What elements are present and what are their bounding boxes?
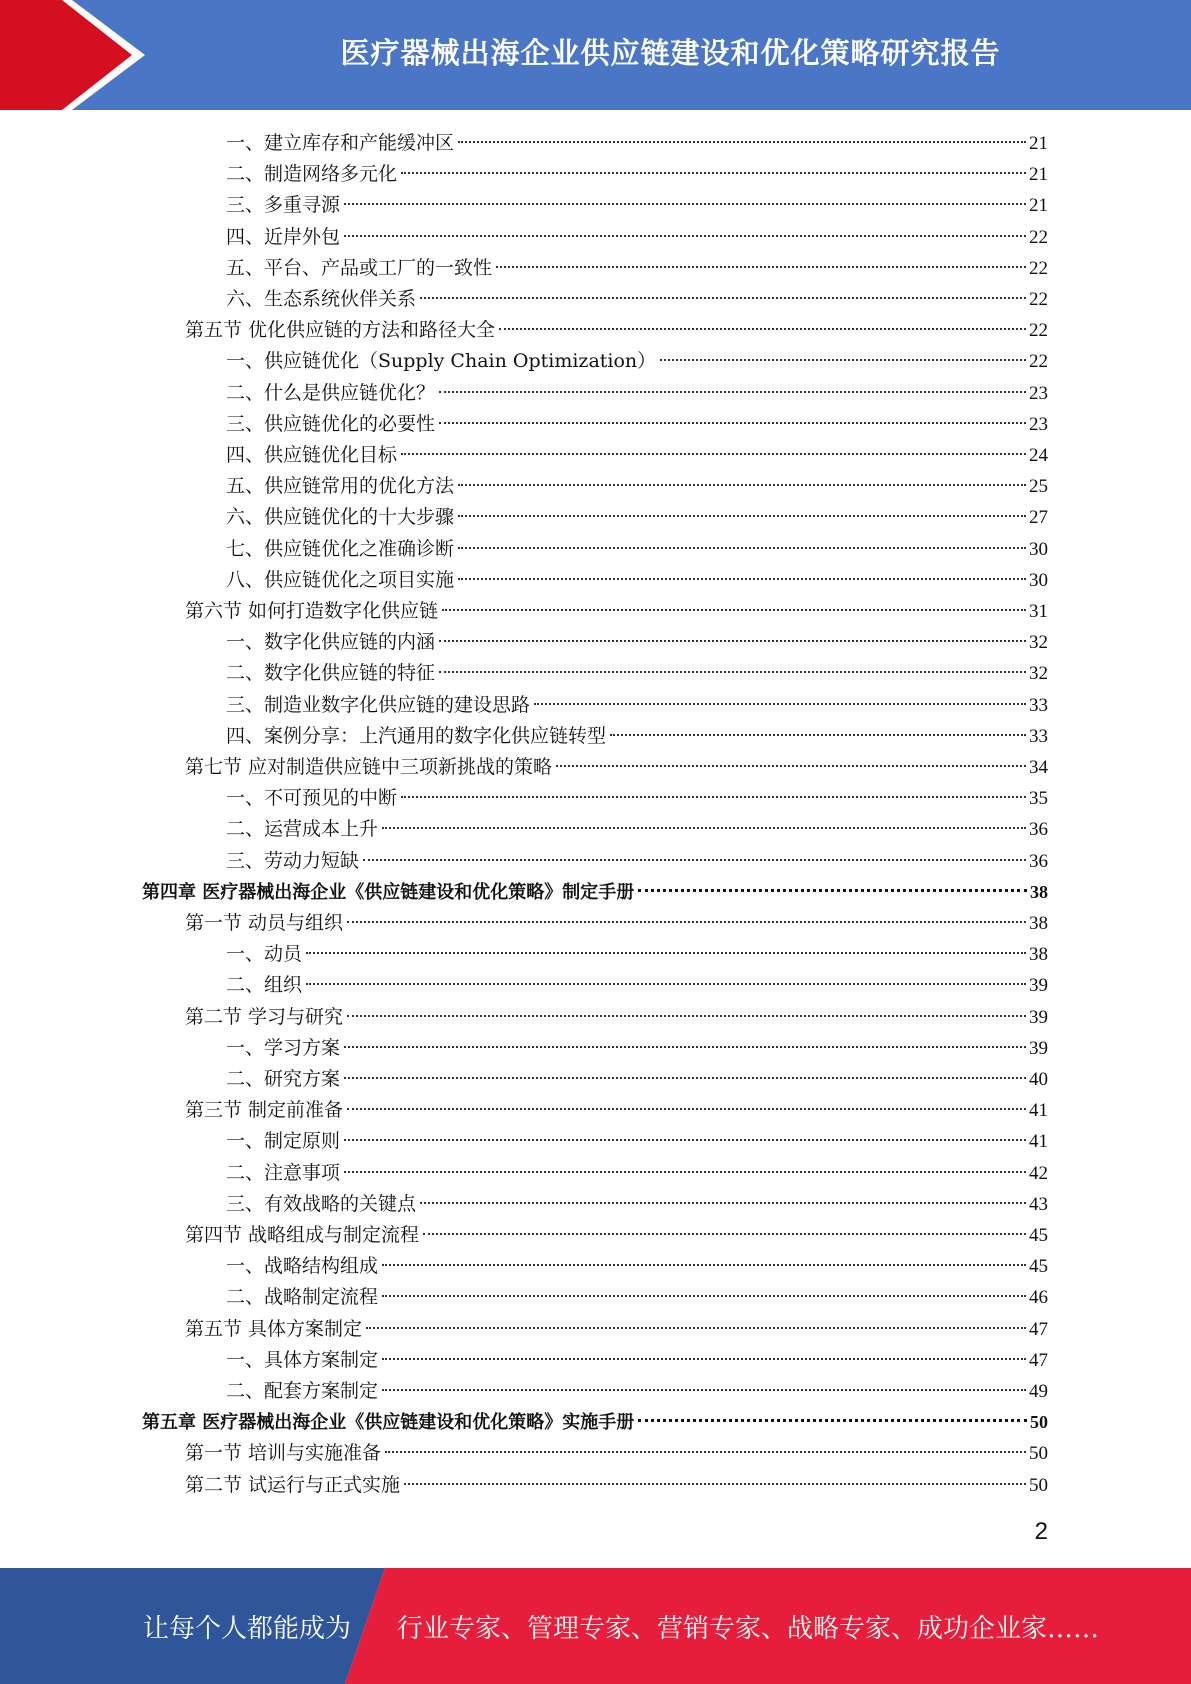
toc-entry-page: 41	[1029, 1131, 1048, 1153]
toc-entry-page: 45	[1029, 1225, 1048, 1246]
toc-entry-title: 二、运营成本上升	[226, 818, 379, 841]
toc-entry-page: 24	[1029, 445, 1048, 466]
toc-entry[interactable]	[226, 1376, 1048, 1406]
toc-entry-page: 34	[1029, 757, 1048, 778]
toc-entry[interactable]	[226, 846, 1048, 876]
toc-entry[interactable]	[142, 877, 1048, 907]
toc-entry-page: 23	[1029, 382, 1048, 404]
toc-dot-leader	[610, 733, 1026, 736]
toc-dot-leader	[439, 390, 1026, 393]
toc-dot-leader	[306, 982, 1026, 985]
toc-entry-title: 三、制造业数字化供应链的建设思路	[226, 693, 531, 716]
toc-entry-title: 三、有效战略的关键点	[226, 1192, 417, 1215]
toc-entry[interactable]	[185, 1095, 1048, 1125]
toc-dot-leader	[347, 1014, 1026, 1017]
toc-entry[interactable]	[226, 534, 1048, 564]
toc-entry-title: 第五章 医疗器械出海企业《供应链建设和优化策略》实施手册	[142, 1412, 635, 1434]
toc-entry-page: 33	[1029, 694, 1048, 716]
toc-entry-title: 六、生态系统伙伴关系	[226, 288, 417, 310]
toc-dot-leader	[382, 1388, 1026, 1391]
toc-dot-leader	[458, 577, 1026, 580]
toc-entry[interactable]	[226, 502, 1048, 532]
toc-entry-title: 一、学习方案	[226, 1036, 341, 1059]
toc-entry-page: 23	[1029, 413, 1048, 435]
toc-dot-leader	[458, 140, 1026, 143]
toc-entry-page: 22	[1029, 320, 1048, 342]
toc-entry-title: 第七节 应对制造供应链中三项新挑战的策略	[185, 756, 553, 778]
toc-entry[interactable]	[226, 1158, 1048, 1188]
toc-dot-leader	[439, 670, 1026, 673]
toc-entry-title: 二、配套方案制定	[226, 1380, 379, 1402]
toc-entry-page: 35	[1029, 788, 1048, 810]
toc-dot-leader	[401, 171, 1026, 174]
toc-dot-leader	[458, 514, 1026, 517]
toc-dot-leader	[347, 1107, 1026, 1110]
toc-entry-title: 一、动员	[226, 943, 303, 966]
toc-entry[interactable]	[226, 284, 1048, 314]
toc-dot-leader	[401, 795, 1026, 798]
toc-entry-page: 40	[1029, 1069, 1048, 1090]
toc-dot-leader	[404, 1482, 1026, 1485]
toc-dot-leader	[638, 888, 1027, 892]
toc-entry[interactable]	[226, 440, 1048, 470]
toc-dot-leader	[439, 421, 1026, 424]
toc-entry-page: 21	[1029, 164, 1048, 186]
toc-entry-page: 50	[1030, 1412, 1048, 1433]
toc-dot-leader	[420, 296, 1026, 299]
toc-entry-page: 25	[1029, 476, 1048, 498]
toc-entry-page: 38	[1030, 881, 1048, 902]
toc-entry[interactable]	[226, 1345, 1048, 1375]
toc-dot-leader	[344, 1045, 1026, 1048]
toc-entry-page: 27	[1029, 507, 1048, 529]
toc-dot-leader	[382, 826, 1026, 829]
toc-entry-title: 二、注意事项	[226, 1161, 341, 1184]
toc-dot-leader	[382, 1294, 1026, 1297]
toc-entry-title: 第四章 医疗器械出海企业《供应链建设和优化策略》制定手册	[142, 881, 635, 903]
toc-dot-leader	[306, 951, 1026, 954]
toc-entry-page: 42	[1029, 1162, 1048, 1184]
toc-entry-page: 50	[1029, 1474, 1048, 1496]
toc-entry-page: 46	[1029, 1287, 1048, 1309]
toc-dot-leader	[382, 1357, 1026, 1360]
toc-entry-page: 38	[1029, 944, 1048, 966]
toc-entry-page: 43	[1029, 1193, 1048, 1215]
toc-entry[interactable]	[185, 1220, 1048, 1250]
toc-dot-leader	[347, 920, 1026, 923]
document-title: 医疗器械出海企业供应链建设和优化策略研究报告	[340, 36, 1001, 70]
toc-entry-title: 三、多重寻源	[226, 194, 341, 217]
toc-entry[interactable]	[226, 1064, 1048, 1094]
toc-dot-leader	[458, 546, 1026, 549]
toc-entry[interactable]	[226, 159, 1048, 189]
toc-entry-title: 七、供应链优化之准确诊断	[226, 537, 455, 560]
toc-dot-leader	[382, 1263, 1026, 1266]
toc-dot-leader	[442, 608, 1026, 611]
toc-entry-title: 一、数字化供应链的内涵	[226, 631, 436, 654]
toc-entry-title: 八、供应链优化之项目实施	[226, 568, 455, 591]
toc-entry-title: 四、近岸外包	[226, 225, 341, 248]
toc-entry-title: 一、战略结构组成	[226, 1255, 379, 1278]
toc-entry[interactable]	[226, 690, 1048, 720]
toc-entry[interactable]	[185, 596, 1048, 626]
toc-entry-page: 41	[1029, 1100, 1048, 1122]
toc-dot-leader	[344, 1170, 1026, 1173]
toc-entry-title: 二、战略制定流程	[226, 1286, 379, 1309]
toc-entry-page: 21	[1029, 195, 1048, 217]
toc-dot-leader	[496, 265, 1026, 268]
toc-dot-leader	[344, 1138, 1026, 1141]
toc-entry[interactable]	[226, 1282, 1048, 1312]
toc-entry-title: 五、平台、产品或工厂的一致性	[226, 256, 493, 279]
toc-entry-title: 三、供应链优化的必要性	[226, 412, 436, 435]
toc-entry[interactable]	[226, 128, 1048, 158]
toc-entry-title: 第五节 优化供应链的方法和路径大全	[185, 319, 496, 342]
toc-entry-page: 21	[1029, 133, 1048, 154]
toc-entry-title: 二、研究方案	[226, 1068, 341, 1090]
toc-entry-title: 第一节 培训与实施准备	[185, 1442, 382, 1465]
toc-entry-page: 39	[1029, 1037, 1048, 1059]
toc-entry-page: 30	[1029, 538, 1048, 560]
toc-entry-title: 第五节 具体方案制定	[185, 1317, 363, 1340]
toc-entry-title: 第三节 制定前准备	[185, 1099, 344, 1122]
toc-entry-title: 一、具体方案制定	[226, 1348, 379, 1371]
toc-entry-title: 二、数字化供应链的特征	[226, 662, 436, 685]
toc-entry-page: 22	[1029, 351, 1048, 373]
toc-dot-leader	[363, 858, 1026, 861]
toc-entry-title: 一、建立库存和产能缓冲区	[226, 132, 455, 154]
toc-entry[interactable]	[226, 409, 1048, 439]
toc-entry[interactable]	[226, 1189, 1048, 1219]
toc-entry-page: 31	[1029, 601, 1048, 622]
toc-entry[interactable]	[226, 378, 1048, 408]
toc-entry[interactable]	[226, 1126, 1048, 1156]
toc-entry[interactable]	[226, 1251, 1048, 1281]
page-header	[0, 0, 1191, 110]
toc-entry-page: 22	[1029, 289, 1048, 310]
toc-entry[interactable]	[226, 253, 1048, 283]
toc-entry-page: 45	[1029, 1256, 1048, 1278]
toc-dot-leader	[366, 1326, 1026, 1329]
toc-entry-title: 二、制造网络多元化	[226, 163, 398, 186]
toc-entry[interactable]	[226, 627, 1048, 657]
toc-entry[interactable]	[185, 1470, 1048, 1500]
toc-entry-title: 六、供应链优化的十大步骤	[226, 506, 455, 529]
toc-entry[interactable]	[226, 970, 1048, 1000]
toc-entry-page: 22	[1029, 226, 1048, 248]
page-footer	[0, 1568, 1191, 1684]
toc-entry-page: 33	[1029, 725, 1048, 747]
footer-slogan: 让每个人都能成为	[143, 1614, 352, 1644]
toc-entry[interactable]	[185, 1314, 1048, 1344]
toc-entry[interactable]	[185, 315, 1048, 345]
toc-dot-leader	[458, 483, 1026, 486]
toc-entry-page: 36	[1029, 819, 1048, 841]
toc-entry-page: 32	[1029, 632, 1048, 654]
toc-entry-page: 39	[1029, 975, 1048, 997]
toc-entry[interactable]	[185, 908, 1048, 938]
toc-entry[interactable]	[226, 814, 1048, 844]
toc-entry[interactable]	[226, 721, 1048, 751]
toc-entry-title: 第二节 学习与研究	[185, 1005, 344, 1028]
toc-entry-title: 二、什么是供应链优化？	[226, 381, 436, 404]
toc-entry[interactable]	[226, 658, 1048, 688]
toc-entry-title: 第二节 试运行与正式实施	[185, 1473, 401, 1496]
toc-dot-leader	[556, 764, 1026, 767]
toc-entry-title: 一、供应链优化（Supply Chain Optimization）	[226, 350, 657, 373]
toc-entry-page: 39	[1029, 1006, 1048, 1028]
toc-entry-title: 四、案例分享：上汽通用的数字化供应链转型	[226, 724, 607, 747]
toc-entry-title: 五、供应链常用的优化方法	[226, 475, 455, 498]
toc-dot-leader	[439, 639, 1026, 642]
toc-entry-page: 47	[1029, 1349, 1048, 1371]
toc-entry-title: 第四节 战略组成与制定流程	[185, 1224, 420, 1246]
toc-entry[interactable]	[226, 939, 1048, 969]
toc-entry-page: 50	[1029, 1443, 1048, 1465]
toc-entry-title: 三、劳动力短缺	[226, 849, 360, 872]
toc-entry-page: 22	[1029, 257, 1048, 279]
toc-dot-leader	[344, 202, 1026, 205]
toc-entry-title: 四、供应链优化目标	[226, 444, 398, 466]
toc-dot-leader	[420, 1201, 1026, 1204]
toc-entry[interactable]	[226, 565, 1048, 595]
toc-entry-title: 第六节 如何打造数字化供应链	[185, 600, 439, 622]
toc-entry-page: 49	[1029, 1381, 1048, 1402]
toc-dot-leader	[638, 1418, 1027, 1422]
toc-entry-page: 36	[1029, 850, 1048, 872]
toc-dot-leader	[660, 358, 1026, 361]
toc-entry[interactable]	[142, 1407, 1048, 1437]
toc-entry[interactable]	[226, 783, 1048, 813]
toc-entry-title: 第一节 动员与组织	[185, 912, 344, 934]
toc-entry-title: 一、制定原则	[226, 1130, 341, 1153]
toc-entry[interactable]	[226, 471, 1048, 501]
toc-dot-leader	[423, 1232, 1026, 1235]
toc-entry-page: 32	[1029, 663, 1048, 685]
toc-entry-page: 30	[1029, 569, 1048, 591]
footer-roles: 行业专家、管理专家、营销专家、战略专家、成功企业家……	[397, 1614, 1100, 1644]
toc-dot-leader	[499, 327, 1026, 330]
toc-entry-title: 一、不可预见的中断	[226, 787, 398, 810]
toc-dot-leader	[344, 234, 1026, 237]
toc-dot-leader	[344, 1076, 1026, 1079]
toc-entry[interactable]	[226, 1033, 1048, 1063]
toc-entry-title: 二、组织	[226, 974, 303, 997]
page-number: 2	[1034, 1518, 1048, 1545]
toc-entry[interactable]	[226, 222, 1048, 252]
toc-entry[interactable]	[185, 1002, 1048, 1032]
toc-dot-leader	[534, 702, 1026, 705]
toc-entry[interactable]	[185, 752, 1048, 782]
toc-entry-page: 38	[1029, 913, 1048, 934]
toc-entry[interactable]	[226, 346, 1048, 376]
toc-dot-leader	[401, 452, 1026, 455]
toc-entry-page: 47	[1029, 1318, 1048, 1340]
toc-entry[interactable]	[226, 190, 1048, 220]
toc-entry[interactable]	[185, 1438, 1048, 1468]
toc-dot-leader	[385, 1450, 1026, 1453]
